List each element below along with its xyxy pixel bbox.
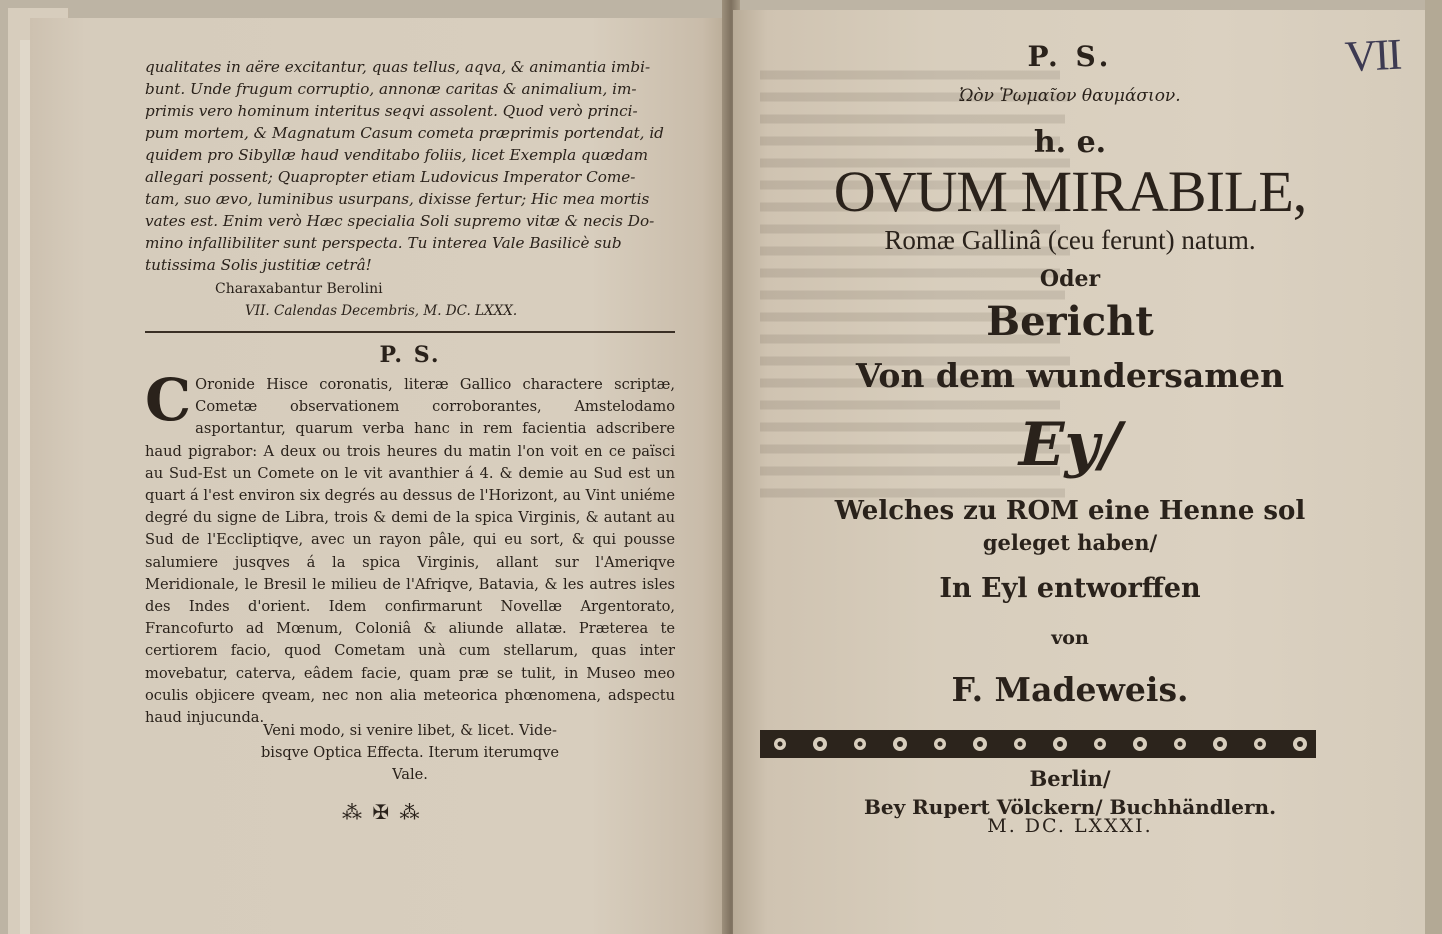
welches-line: Welches zu ROM eine Henne sol xyxy=(834,496,1306,526)
text-line: qualitates in aëre excitantur, quas tellus, aqva, & animantia imbi- xyxy=(145,58,651,76)
text-line: mino infallibiliter sunt perspecta. Tu interea Vale Basilicè sub xyxy=(145,234,622,252)
right-edge xyxy=(1425,0,1442,934)
greek-title: Ὠὸν Ῥωμαῖον θαυμάσιον. xyxy=(959,86,1181,106)
handwritten-page-mark: VII xyxy=(1343,29,1402,82)
author-name: F. Madeweis. xyxy=(951,670,1189,709)
in-eyl-line: In Eyl entworffen xyxy=(939,573,1201,604)
text-line: bunt. Unde frugum corruptio, annonæ caritas & animalium, im- xyxy=(145,80,637,98)
text-line: Veni modo, si venire libet, & licet. Vide- xyxy=(263,722,557,739)
ps-heading: P. S. xyxy=(379,342,441,368)
von-line: von xyxy=(1051,627,1089,649)
text-line: allegari possent; Quapropter etiam Ludovicus Imperator Come- xyxy=(145,168,636,186)
ps-paragraph xyxy=(145,366,675,729)
horizontal-rule xyxy=(145,331,675,333)
signature-line-2: VII. Calendas Decembris, M. DC. LXXX. xyxy=(245,303,518,319)
von-dem-line: Von dem wundersamen xyxy=(855,356,1285,395)
drop-cap: C xyxy=(145,366,192,434)
text-line: primis vero hominum interitus seqvi assolent. Quod verò princi- xyxy=(145,102,638,120)
text-line: tutissima Solis justitiæ cetrâ! xyxy=(145,256,372,274)
signature-line-1: Charaxabantur Berolini xyxy=(215,281,383,297)
text-line: quidem pro Sibyllæ haud venditabo foliis, licet Exempla quædam xyxy=(145,146,648,164)
text-line: pum mortem, & Magnatum Casum cometa præprimis portendat, id xyxy=(145,124,664,142)
left-top-paragraph xyxy=(145,56,675,276)
text-line: Vale. xyxy=(392,766,428,784)
ornament-band-icon xyxy=(760,726,1316,762)
imprint-city: Berlin/ xyxy=(1029,766,1111,791)
ey-line: Ey/ xyxy=(1018,410,1122,480)
text-line: vates est. Enim verò Hæc specialia Soli supremo vitæ & necis Do- xyxy=(145,212,655,230)
geleget-line: geleget haben/ xyxy=(982,530,1158,555)
text-line: bisqve Optica Effecta. Iterum iterumqve xyxy=(260,744,560,762)
imprint-year: M. DC. LXXXI. xyxy=(987,815,1153,837)
right-ps: P. S. xyxy=(1027,40,1113,73)
text-line: tam, suo ævo, luminibus usurpans, dixisse fertur; Hic mea mortis xyxy=(145,190,650,208)
subtitle: Romæ Gallinâ (ceu ferunt) natum. xyxy=(884,225,1256,255)
ps-closing xyxy=(145,720,675,787)
oder-line: Oder xyxy=(1039,266,1101,292)
bericht-line: Bericht xyxy=(986,298,1154,345)
he-line: h. e. xyxy=(1033,125,1107,160)
ps-body-text: Oronide Hisce coronatis, literæ Gallico charactere scriptæ, Cometæ observationem corroborantes, Amstelodamo asportantur, quarum verba hanc in rem facientia adscribere haud pigrabor: A deux ou trois heures du matin l'on voit en ce païsci au Sud-Est un Comete on le vit avanthier á 4. & demie au Sud est un quart á l'est environ six degrés au dessus de l'Horizont, au Vint uniéme degré du signe de Libra, trois & demi de la spica Virginis, & autant au Sud de l'Eccliptiqve, avec un rayon pâle, qui eu sort, & qui pousse salumiere jusqves á la spica Virginis, allant sur l'Ameriqve Meridionale, le Bresil le milieu de l'Afriqve, Batavia, & les autres isles des Indes d'orient. Idem confirmarunt Novellæ Argentorato, Francofurto ad Mœnum, Coloniâ & aliunde allatæ. Præterea te certiorem facio, quod Cometam unà cum stellarum, quas inter movebatur, caterva, eâdem facie, quam præ se tulit, in Museo meo oculis objicere qveam, nec non alia meteorica phœnomena, adspectu haud injucunda. xyxy=(145,376,675,727)
main-title: OVUM MIRABILE, xyxy=(833,159,1307,224)
imprint-printer: Bey Rupert Völckern/ Buchhändlern. xyxy=(863,795,1277,819)
printer-ornament-icon: ⁂ ✠ ⁂ xyxy=(342,800,422,824)
